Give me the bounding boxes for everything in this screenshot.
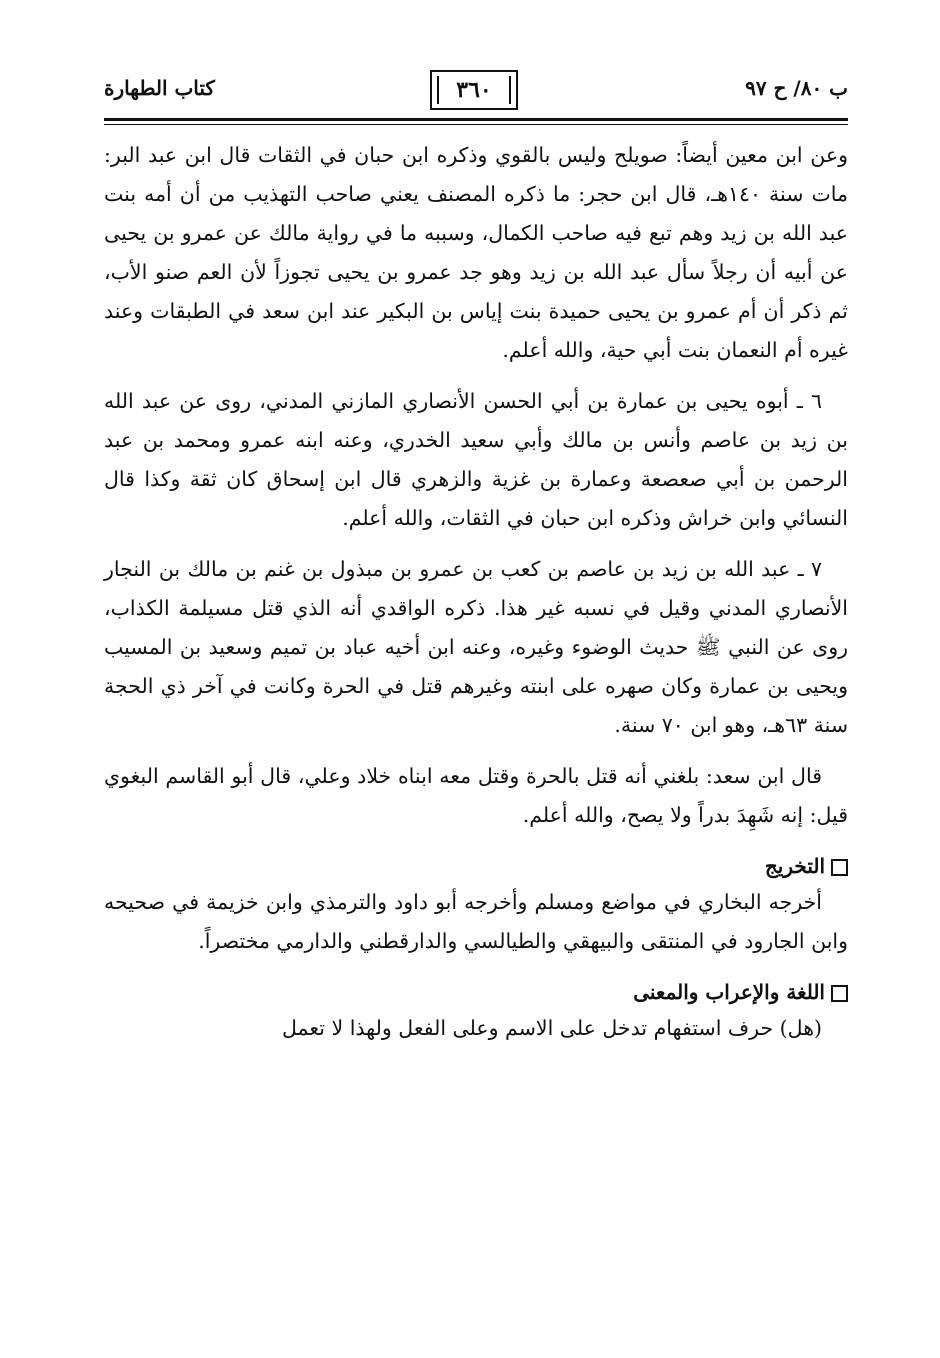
page-header xyxy=(104,70,848,120)
page-body xyxy=(104,136,848,1048)
paragraph-narrator-6: ٦ ـ أبوه يحيى بن عمارة بن أبي الحسن الأنصاري المازني المدني، روى عن عبد الله بن زيد بن عاصم وأنس بن مالك وأبي سعيد الخدري، وعنه ابنه عمرو ومحمد بن عبد الرحمن بن أبي صعصعة وعمارة بن غزية والزهري قال ابن إسحاق كان ثقة وكذا قال النسائي وابن خراش وذكره ابن حبان في الثقات، والله أعلم. xyxy=(104,389,848,530)
paragraph-narrator-notes: وعن ابن معين أيضاً: صويلح وليس بالقوي وذكره ابن حبان في الثقات قال ابن عبد البر: مات سنة ١٤٠هـ، قال ابن حجر: ما ذكره المصنف يعني صاحب التهذيب من أن أمه بنت عبد الله بن زيد وهم تبع فيه صاحب الكمال، وسببه ما في رواية مالك عن عمرو بن يحيى عن أبيه أن رجلاً سأل عبد الله بن زيد وهو جد عمرو بن يحيى تجوزاً لأن العم صنو الأب، ثم ذكر أن أم عمرو بن يحيى حميدة بنت إياس بن البكير عند ابن سعد في الطبقات وعند غيره أم النعمان بنت أبي حية، والله أعلم. xyxy=(104,143,848,362)
book-title: كتاب الطهارة xyxy=(104,76,215,100)
section-heading-label: التخريج xyxy=(764,854,825,878)
section-heading-lugha xyxy=(104,975,848,1009)
square-bullet-icon xyxy=(831,985,848,1002)
hadith-reference: ب ٨٠/ ح ٩٧ xyxy=(745,76,848,100)
paragraph-lugha: (هل) حرف استفهام تدخل على الاسم وعلى الفعل ولهذا لا تعمل xyxy=(282,1016,822,1040)
page-number: ٣٦٠ xyxy=(430,70,518,110)
paragraph-narrator-7: ٧ ـ عبد الله بن زيد بن عاصم بن كعب بن عمرو بن مبذول بن غنم بن مالك بن النجار الأنصاري المدني وقيل في نسبه غير هذا. ذكره الواقدي أنه الذي قتل مسيلمة الكذاب، روى عن النبي ﷺ حديث الوضوء وغيره، وعنه ابن أخيه عباد بن تميم وسعيد بن المسيب ويحيى بن عمارة وكان صهره على ابنته وغيرهم قتل في الحرة وكانت في آخر ذي الحجة سنة ٦٣هـ، وهو ابن ٧٠ سنة. xyxy=(104,557,848,737)
paragraph-ibn-saad: قال ابن سعد: بلغني أنه قتل بالحرة وقتل معه ابناه خلاد وعلي، قال أبو القاسم البغوي قيل: إنه شَهِدَ بدراً ولا يصح، والله أعلم. xyxy=(104,764,848,827)
header-divider-thin xyxy=(104,124,848,125)
section-heading-label: اللغة والإعراب والمعنى xyxy=(633,980,825,1004)
header-divider xyxy=(104,118,848,121)
square-bullet-icon xyxy=(831,859,848,876)
section-heading-takhrij xyxy=(104,849,848,883)
paragraph-takhrij: أخرجه البخاري في مواضع ومسلم وأخرجه أبو داود والترمذي وابن خزيمة في صحيحه وابن الجارود في المنتقى والبيهقي والطيالسي والدارقطني والدارمي مختصراً. xyxy=(104,890,848,953)
